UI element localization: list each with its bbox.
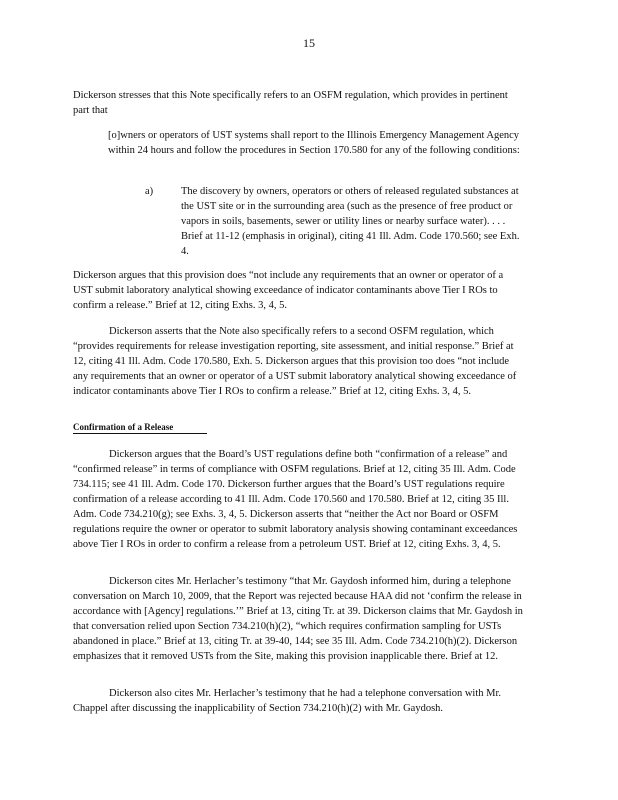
paragraph-5: Dickerson cites Mr. Herlacher’s testimony “that Mr. Gaydosh informed him, during a telephone conversation on March 10, 2009, that the Report was rejected because HAA did not ‘confirm the release in accordance with [Agency] regulations.’” Brief at 13, citing Tr. at 39. Dickerson claims that Mr. Gaydosh in that conversation relied upon Section 734.210(h)(2), “which requires confirmation sampling for USTs abandoned in place.” Brief at 13, citing Tr. at 39-40, 144; see 35 Ill. Adm. Code 734.210(h)(2). Dickerson emphasizes that it removed USTs from the Site, making this provision inapplicable there. Brief at 12. — [73, 576, 523, 662]
paragraph-2: Dickerson argues that this provision does “not include any requirements that an owner or operator of a UST submit laboratory analytical showing exceedance of indicator contaminants above Tier I ROs to confirm a release.” Brief at 12, citing Exhs. 3, 4, 5. — [73, 270, 504, 311]
paragraph-6: Dickerson also cites Mr. Herlacher’s testimony that he had a telephone conversation with Mr. Chappel after discussing the inapplicability of Section 734.210(h)(2) with Mr. Gaydosh. — [73, 688, 501, 714]
paragraph-4: Dickerson argues that the Board’s UST regulations define both “confirmation of a release” and “confirmed release” in terms of compliance with OSFM regulations. Brief at 12, citing 35 Ill. Adm. Code 734.115; see 41 Ill. Adm. Code 170. Dickerson further argues that the Board’s UST regulations require confirmation of a release according to 41 Ill. Adm. Code 170.560 and 170.580. Brief at 12, citing 35 Ill. Adm. Code 734.210(g); see Exhs. 3, 4, 5. Dickerson asserts that “neither the Act nor Board or OSFM regulations require the owner or operator to submit laboratory analysis showing contaminant exceedances above Tier I ROs in order to confirm a release from a petroleum UST. Brief at 12, citing Exhs. 3, 4, 5. — [73, 449, 518, 550]
paragraph-3: Dickerson asserts that the Note also specifically refers to a second OSFM regulation, which “provides requirements for release investigation reporting, site assessment, and initial response.” Brief at 12, citing 41 Ill. Adm. Code 170.580, Exh. 5. Dickerson argues that this provision too does “not include any requirements that an owner or operator of a UST submit laboratory analytical showing exceedance of indicator contaminants above Tier I ROs to confirm a release.” Brief at 12, citing Exhs. 3, 4, 5. — [73, 326, 517, 397]
quote-subitem-a — [145, 184, 525, 259]
subitem-text: The discovery by owners, operators or others of released regulated substances at the UST site or in the surrounding area (such as the presence of free product or vapors in soils, basements, sewer or utility lines or nearby surface water). . . . Brief at 11-12 (emphasis in original), citing 41 Ill. Adm. Code 170.560; see Exh. 4. — [181, 186, 520, 257]
page-number: 15 — [303, 36, 315, 50]
subitem-label: a) — [145, 186, 154, 197]
section-heading: Confirmation of a Release — [73, 422, 207, 434]
paragraph-1: Dickerson stresses that this Note specifically refers to an OSFM regulation, which provides in pertinent part that — [73, 90, 508, 116]
block-quote: [o]wners or operators of UST systems shall report to the Illinois Emergency Management Agency within 24 hours and follow the procedures in Section 170.580 for any of the following conditions: — [108, 130, 520, 156]
